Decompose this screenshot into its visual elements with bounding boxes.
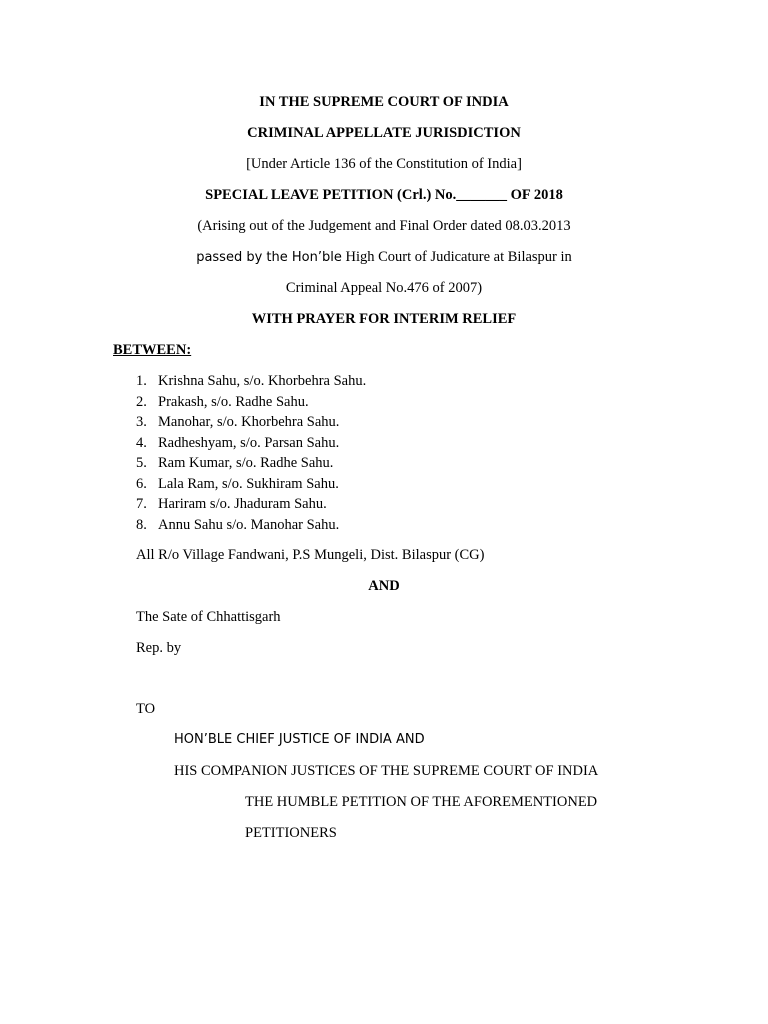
court-heading: IN THE SUPREME COURT OF INDIA xyxy=(259,94,509,110)
address-line-1: HON’BLE CHIEF JUSTICE OF INDIA AND xyxy=(174,732,425,747)
list-item-number: 4. xyxy=(136,434,147,451)
petitioners-list xyxy=(136,371,366,535)
and-label: AND xyxy=(368,578,400,594)
arising-line-3: Criminal Appeal No.476 of 2007) xyxy=(285,280,483,296)
list-item-name: Radheshyam, s/o. Parsan Sahu. xyxy=(158,434,340,451)
list-item xyxy=(136,515,366,536)
list-item-number: 8. xyxy=(136,516,147,533)
list-item-number: 2. xyxy=(136,393,147,410)
petition-title: SPECIAL LEAVE PETITION (Crl.) No._______ OF 2018 xyxy=(205,187,563,203)
to-label: TO xyxy=(136,701,156,717)
list-item-name: Ram Kumar, s/o. Radhe Sahu. xyxy=(158,455,334,471)
rep-by-label: Rep. by xyxy=(136,640,182,656)
list-item-name: Annu Sahu s/o. Manohar Sahu. xyxy=(158,516,340,533)
list-item xyxy=(136,371,366,392)
list-item xyxy=(136,494,366,515)
arising-line-1: (Arising out of the Judgement and Final Order dated 08.03.2013 xyxy=(197,218,571,234)
list-item-number: 1. xyxy=(136,373,147,389)
list-item xyxy=(136,392,366,413)
list-item-name: Hariram s/o. Jhaduram Sahu. xyxy=(158,496,327,512)
list-item xyxy=(136,474,366,495)
article-reference: [Under Article 136 of the Constitution of India] xyxy=(246,156,522,172)
humble-petition-line-1: THE HUMBLE PETITION OF THE AFOREMENTIONED xyxy=(245,794,598,810)
list-item xyxy=(136,412,366,433)
list-item-number: 6. xyxy=(136,475,147,492)
list-item-number: 5. xyxy=(136,455,147,471)
humble-petition-line-2: PETITIONERS xyxy=(245,825,337,841)
between-label: BETWEEN: xyxy=(113,342,192,358)
list-item-name: Krishna Sahu, s/o. Khorbehra Sahu. xyxy=(158,373,367,389)
respondent-name: The Sate of Chhattisgarh xyxy=(136,609,281,625)
arising-line-2-part-2: High Court of Judicature at Bilaspur in xyxy=(341,249,572,265)
arising-line-2 xyxy=(0,248,768,267)
jurisdiction-heading: CRIMINAL APPELLATE JURISDICTION xyxy=(247,125,521,141)
address-line-2: HIS COMPANION JUSTICES OF THE SUPREME COURT OF INDIA xyxy=(174,763,599,779)
list-item xyxy=(136,433,366,454)
list-item-number: 7. xyxy=(136,496,147,512)
list-item-name: Prakash, s/o. Radhe Sahu. xyxy=(158,393,309,410)
interim-relief-heading: WITH PRAYER FOR INTERIM RELIEF xyxy=(251,311,517,327)
list-item-number: 3. xyxy=(136,414,147,430)
residence-line: All R/o Village Fandwani, P.S Mungeli, Dist. Bilaspur (CG) xyxy=(136,547,485,563)
list-item-name: Lala Ram, s/o. Sukhiram Sahu. xyxy=(158,475,339,492)
list-item-name: Manohar, s/o. Khorbehra Sahu. xyxy=(158,414,340,430)
arising-line-2-part-1: passed by the Hon’ble xyxy=(196,250,342,265)
list-item xyxy=(136,453,366,474)
